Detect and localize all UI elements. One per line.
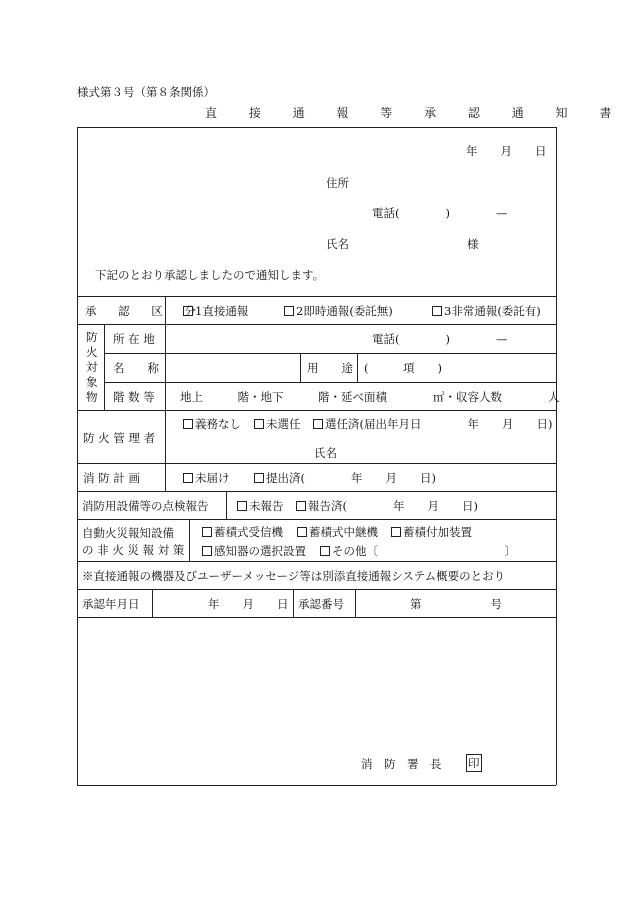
alarm-accumulating-addon[interactable] bbox=[391, 524, 472, 540]
checkbox[interactable] bbox=[183, 473, 193, 483]
rule-1 bbox=[77, 296, 556, 297]
fire-target-char-4: 象 bbox=[86, 375, 98, 389]
checkbox[interactable] bbox=[254, 419, 264, 429]
false-alarm-label-2: の 非 火 災 報 対 策 bbox=[82, 543, 185, 557]
form-number: 様式第３号（第８条関係） bbox=[77, 85, 215, 99]
use-label: 用 途 bbox=[307, 361, 353, 375]
checkbox[interactable] bbox=[202, 527, 212, 537]
fire-manager-appointed[interactable] bbox=[313, 416, 552, 432]
rule-6 bbox=[77, 463, 556, 464]
alarm-other[interactable] bbox=[320, 543, 516, 559]
checkbox[interactable] bbox=[297, 527, 307, 537]
frame-right bbox=[556, 127, 557, 785]
option-immediate[interactable] bbox=[284, 303, 393, 319]
col-use-left bbox=[300, 353, 301, 382]
document-title: 直 接 通 報 等 承 認 通 知 書 bbox=[205, 106, 626, 120]
fire-manager-none[interactable] bbox=[183, 416, 241, 432]
checkbox[interactable] bbox=[432, 306, 442, 316]
checkbox[interactable] bbox=[296, 501, 306, 511]
col-approval-number-right bbox=[355, 589, 356, 617]
checkbox[interactable] bbox=[183, 306, 193, 316]
option-label: 感知器の選択設置 bbox=[214, 544, 306, 558]
rule-3 bbox=[104, 353, 556, 354]
option-label: 蓄積式受信機 bbox=[214, 525, 283, 539]
phone-line: 電話( ) — bbox=[372, 206, 508, 220]
alarm-accumulating-receiver[interactable] bbox=[202, 524, 283, 540]
option-label: 未選任 bbox=[266, 417, 301, 431]
frame-left bbox=[77, 127, 78, 785]
col-plan-divider bbox=[165, 463, 166, 491]
fire-plan-submitted[interactable] bbox=[254, 470, 436, 486]
location-label: 所 在 地 bbox=[113, 332, 155, 346]
approval-date-label: 承認年月日 bbox=[82, 597, 140, 611]
honorific: 様 bbox=[467, 237, 479, 251]
fire-target-char-3: 対 bbox=[86, 360, 98, 374]
rule-9 bbox=[77, 561, 556, 562]
checkbox[interactable] bbox=[183, 419, 193, 429]
rule-2 bbox=[77, 324, 556, 325]
rule-11 bbox=[77, 617, 556, 618]
fire-manager-unappointed[interactable] bbox=[254, 416, 301, 432]
option-direct[interactable] bbox=[183, 303, 248, 319]
col-alarm-divider bbox=[189, 519, 190, 561]
inspection-not-reported[interactable] bbox=[237, 498, 284, 514]
seal-mark: 印 bbox=[468, 756, 480, 770]
option-label: 蓄積式中継機 bbox=[309, 525, 378, 539]
option-label: 未報告 bbox=[249, 499, 284, 513]
approval-number-value: 第 号 bbox=[410, 597, 502, 611]
frame-top bbox=[77, 127, 556, 128]
option-label: 選任済(届出年月日 年 月 日) bbox=[325, 417, 553, 431]
alarm-accumulating-relay[interactable] bbox=[297, 524, 378, 540]
name-label: 氏名 bbox=[326, 237, 349, 251]
floors-value: 地上 階・地下 階・延べ面積 ㎡・収容人数 人 bbox=[180, 390, 560, 404]
option-label: 3非常通報(委託有) bbox=[444, 304, 541, 318]
approval-date-value: 年 月 日 bbox=[208, 597, 289, 611]
approval-number-label: 承認番号 bbox=[298, 597, 344, 611]
fire-manager-label: 防 火 管 理 者 bbox=[83, 431, 156, 445]
address-label: 住所 bbox=[326, 176, 349, 190]
frame-bottom bbox=[77, 785, 556, 786]
rule-4 bbox=[104, 382, 556, 383]
option-label: その他〔 〕 bbox=[332, 544, 516, 558]
checkbox[interactable] bbox=[320, 546, 330, 556]
fire-manager-name-label: 氏名 bbox=[314, 446, 337, 460]
option-label: 2即時通報(委託無) bbox=[296, 304, 393, 318]
fire-plan-not-submitted[interactable] bbox=[183, 470, 230, 486]
system-note: ※直接通報の機器及びユーザーメッセージ等は別添直接通報システム概要のとおり bbox=[82, 569, 506, 583]
checkbox[interactable] bbox=[391, 527, 401, 537]
checkbox[interactable] bbox=[202, 546, 212, 556]
checkbox[interactable] bbox=[284, 306, 294, 316]
rule-7 bbox=[77, 491, 556, 492]
option-label: 1直接通報 bbox=[195, 304, 249, 318]
use-value: ( 項 ) bbox=[364, 361, 442, 375]
checkbox[interactable] bbox=[237, 501, 247, 511]
checkbox[interactable] bbox=[313, 419, 323, 429]
option-emergency[interactable] bbox=[432, 303, 541, 319]
col-approval-date bbox=[152, 589, 153, 617]
option-label: 未届け bbox=[195, 471, 230, 485]
option-label: 蓄積付加装置 bbox=[403, 525, 472, 539]
option-label: 提出済( 年 月 日) bbox=[266, 471, 436, 485]
col-label-divider bbox=[165, 296, 166, 463]
building-name-label: 名 称 bbox=[113, 361, 159, 375]
issue-date: 年 月 日 bbox=[466, 144, 547, 158]
fire-chief-label: 消 防 署 長 bbox=[361, 757, 442, 771]
col-inspection-divider bbox=[226, 491, 227, 519]
location-phone: 電話( ) — bbox=[372, 332, 508, 346]
inspection-reported[interactable] bbox=[296, 498, 478, 514]
rule-10 bbox=[77, 589, 556, 590]
floors-label: 階 数 等 bbox=[113, 390, 155, 404]
fire-target-char-2: 火 bbox=[86, 345, 98, 359]
rule-5 bbox=[77, 410, 556, 411]
checkbox[interactable] bbox=[254, 473, 264, 483]
fire-plan-label: 消 防 計 画 bbox=[83, 471, 140, 485]
false-alarm-label-1: 自動火災報知設備 bbox=[82, 526, 174, 540]
notice-text: 下記のとおり承認しましたので通知します。 bbox=[95, 268, 325, 282]
col-use-right bbox=[357, 353, 358, 382]
col-group-divider bbox=[104, 324, 105, 410]
fire-target-char-1: 防 bbox=[86, 330, 98, 344]
rule-8 bbox=[77, 519, 556, 520]
approval-category-label: 承 認 区 分 bbox=[85, 304, 205, 318]
col-approval-number-left bbox=[293, 589, 294, 617]
fire-target-char-5: 物 bbox=[86, 390, 98, 404]
option-label: 義務なし bbox=[195, 417, 241, 431]
alarm-detector-selection[interactable] bbox=[202, 543, 306, 559]
option-label: 報告済( 年 月 日) bbox=[308, 499, 478, 513]
inspection-report-label: 消防用設備等の点検報告 bbox=[82, 499, 209, 513]
